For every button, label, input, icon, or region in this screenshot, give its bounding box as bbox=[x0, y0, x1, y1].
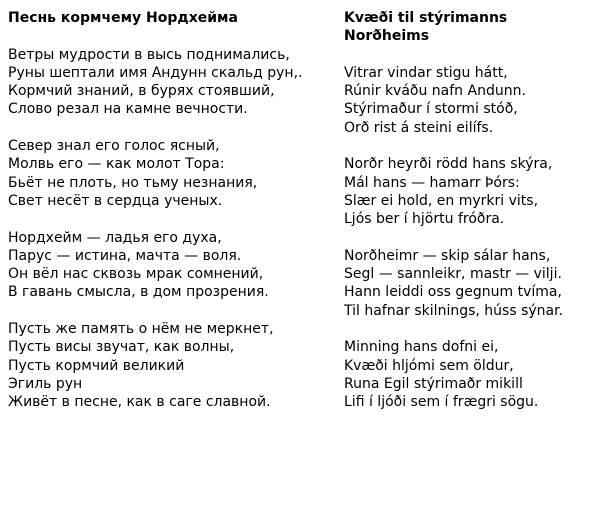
poem-line: Mál hans — hamarr Þórs: bbox=[344, 174, 520, 191]
poem-line: Живёт в песне, как в саге славной. bbox=[8, 394, 271, 411]
poem-line: Runa Egil stýrimaðr mikill bbox=[344, 375, 523, 392]
poem-line: В гавань смысла, в дом прозрения. bbox=[8, 284, 269, 301]
poem-line: Кормчий знаний, в бурях стоявший, bbox=[8, 83, 275, 100]
icelandic-poem-column bbox=[344, 9, 576, 412]
poem-line: Kvæði hljómi sem öldur, bbox=[344, 357, 514, 374]
poem-line: Нордхейм — ладья его духа, bbox=[8, 229, 222, 246]
poem-line: Он вёл нас сквозь мрак сомнений, bbox=[8, 266, 264, 283]
poem-line: Minning hans dofni ei, bbox=[344, 339, 499, 356]
poem-line: Hann leiddi oss gegnum tvíma, bbox=[344, 284, 562, 301]
poem-line: Пусть висы звучат, как волны, bbox=[8, 339, 235, 356]
stanza bbox=[344, 338, 576, 411]
poem-line: Slær ei hold, en myrkri vits, bbox=[344, 192, 539, 209]
stanza bbox=[344, 64, 576, 137]
poem-line: Til hafnar skilnings, húss sýnar. bbox=[344, 302, 564, 319]
stanza bbox=[344, 247, 576, 320]
poem-line: Orð rist á steini eilífs. bbox=[344, 119, 494, 136]
poem-line: Парус — истина, мачта — воля. bbox=[8, 247, 242, 264]
poem-line: Пусть кормчий великий bbox=[8, 357, 185, 374]
poem-line: Segl — sannleikr, mastr — vilji. bbox=[344, 266, 562, 283]
poem-line: Ветры мудрости в высь поднимались, bbox=[8, 46, 290, 63]
poem-line: Эгиль рун bbox=[8, 375, 83, 392]
poem-line: Бьёт не плоть, но тьму незнания, bbox=[8, 174, 258, 191]
poem-line: Пусть же память о нём не меркнет, bbox=[8, 321, 274, 338]
poem-line: Молвь его — как молот Тора: bbox=[8, 156, 225, 173]
poem-line: Ljós ber í hjörtu fróðra. bbox=[344, 211, 505, 228]
poem-line: Свет несёт в сердца ученых. bbox=[8, 192, 223, 209]
poem-line: Слово резал на камне вечности. bbox=[8, 101, 248, 118]
stanza bbox=[8, 229, 328, 302]
russian-poem-title: Песнь кормчему Нордхейма bbox=[8, 10, 238, 26]
poem-line: Vitrar vindar stigu hátt, bbox=[344, 64, 508, 81]
stanza bbox=[8, 46, 328, 119]
stanza bbox=[344, 155, 576, 228]
poem-line: Norðr heyrði rödd hans skýra, bbox=[344, 156, 553, 173]
icelandic-poem-title: Kvæði til stýrimanns Norðheims bbox=[344, 10, 508, 45]
russian-poem-column bbox=[8, 9, 328, 412]
poem-line: Rúnir kváðu nafn Andunn. bbox=[344, 83, 526, 100]
icelandic-stanzas bbox=[344, 64, 576, 412]
stanza bbox=[8, 320, 328, 411]
poem-line: Lifi í ljóði sem í frægri sögu. bbox=[344, 394, 539, 411]
poem-line: Stýrimaður í stormi stóð, bbox=[344, 101, 518, 118]
poem-line: Север знал его голос ясный, bbox=[8, 138, 220, 155]
stanza bbox=[8, 137, 328, 210]
poem-line: Norðheimr — skip sálar hans, bbox=[344, 247, 551, 264]
russian-stanzas bbox=[8, 46, 328, 412]
poem-line: Руны шептали имя Андунн скальд рун,. bbox=[8, 64, 303, 81]
